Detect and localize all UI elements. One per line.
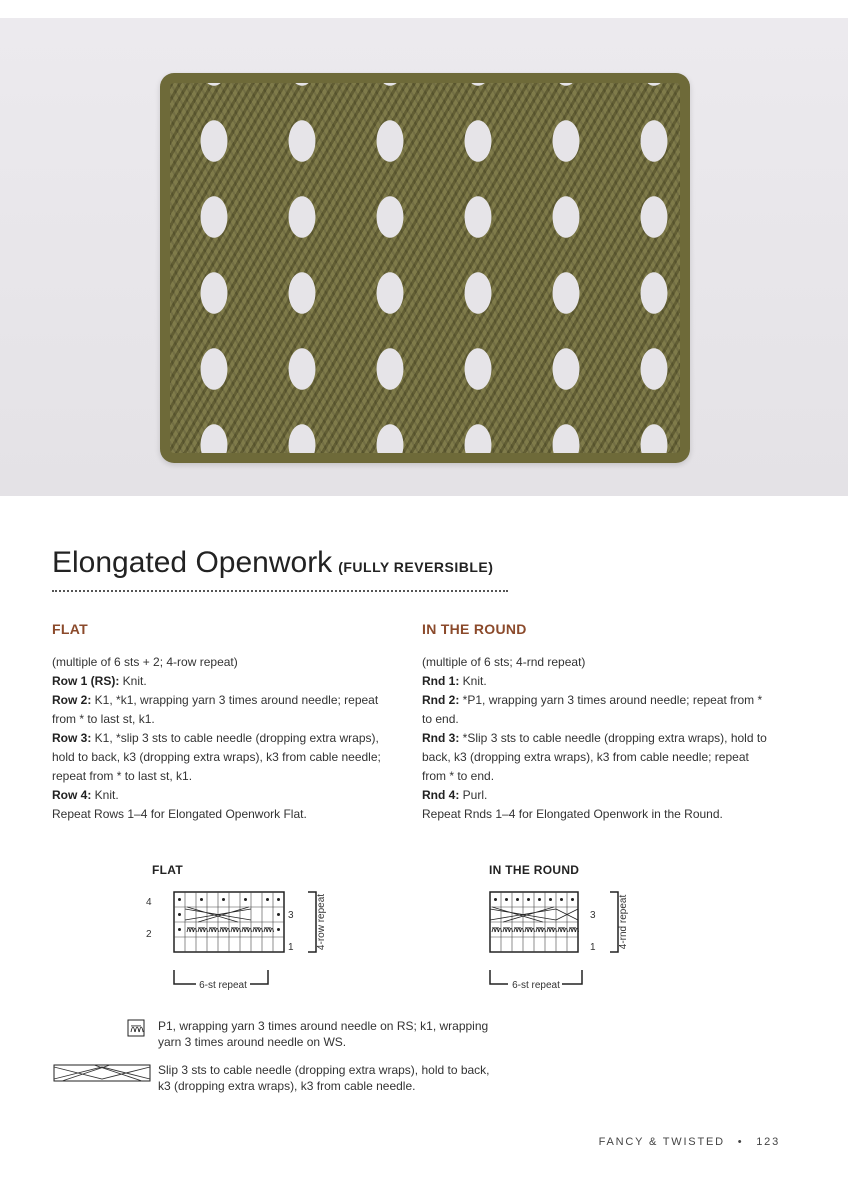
flat-row: Row 1 (RS): Knit. [52, 674, 147, 688]
flat-chart-grid [174, 892, 284, 952]
round-row: Rnd 4: Purl. [422, 788, 488, 802]
round-multiple: (multiple of 6 sts; 4-rnd repeat) [422, 655, 586, 669]
wrap-icon [52, 1018, 162, 1038]
legend-cable-text: Slip 3 sts to cable needle (dropping extra wraps), hold to back, k3 (dropping extra wraps), k3 from cable needle. [158, 1063, 490, 1093]
page-title [52, 546, 493, 580]
round-row: Rnd 2: *P1, wrapping yarn 3 times around needle; repeat from * to end. [422, 693, 763, 726]
flat-row-num-1: 1 [288, 942, 294, 953]
flat-chart [140, 888, 340, 998]
flat-chart-title: FLAT [152, 863, 183, 877]
round-row-repeat-label: 4-rnd repeat [618, 894, 629, 950]
round-row: Rnd 1: Knit. [422, 674, 487, 688]
round-instructions [422, 620, 767, 824]
dotted-divider [52, 590, 508, 592]
flat-instructions [52, 620, 397, 824]
flat-repeat-bracket [308, 892, 316, 952]
swatch-photo [0, 18, 848, 496]
legend-wrap-text: P1, wrapping yarn 3 times around needle on RS; k1, wrapping yarn 3 times around needle on WS. [158, 1019, 489, 1049]
flat-multiple: (multiple of 6 sts + 2; 4-row repeat) [52, 655, 238, 669]
flat-row: Row 2: K1, *k1, wrapping yarn 3 times around needle; repeat from * to last st, k1. [52, 693, 379, 726]
round-row-num-3: 3 [590, 910, 596, 921]
knitted-swatch-image [160, 73, 690, 463]
legend-item-wrap [52, 1018, 512, 1058]
legend-item-cable [52, 1062, 512, 1102]
round-repeat-note: Repeat Rnds 1–4 for Elongated Openwork in the Round. [422, 807, 723, 821]
flat-width-label: 6-st repeat [199, 980, 247, 991]
flat-row-repeat-label: 4-row repeat [316, 893, 327, 951]
pattern-title: Elongated Openwork [52, 546, 333, 579]
flat-row-num-2: 2 [146, 929, 152, 940]
flat-row-num-4: 4 [146, 897, 152, 908]
round-heading: IN THE ROUND [422, 621, 527, 637]
flat-heading: FLAT [52, 621, 88, 637]
round-row: Rnd 3: *Slip 3 sts to cable needle (dropping extra wraps), hold to back, k3 (dropping extra wraps), k3 from cable needle; repeat from * to end. [422, 731, 767, 783]
cable-icon [52, 1062, 162, 1084]
flat-repeat-note: Repeat Rows 1–4 for Elongated Openwork Flat. [52, 807, 307, 821]
round-width-label: 6-st repeat [512, 980, 560, 991]
page-number: 123 [756, 1136, 780, 1148]
round-row-num-1: 1 [590, 942, 596, 953]
flat-row-num-3: 3 [288, 910, 294, 921]
round-chart [486, 888, 666, 998]
page-footer [599, 1136, 780, 1148]
round-repeat-bracket [610, 892, 618, 952]
footer-separator: • [737, 1136, 744, 1148]
round-chart-title: IN THE ROUND [489, 863, 580, 877]
round-chart-grid [490, 892, 579, 952]
pattern-subtitle: (FULLY REVERSIBLE) [338, 559, 494, 575]
flat-row: Row 4: Knit. [52, 788, 119, 802]
flat-row: Row 3: K1, *slip 3 sts to cable needle (dropping extra wraps), hold to back, k3 (dropping extra wraps), k3 from cable needle; repeat from * to last st, k1. [52, 731, 381, 783]
footer-section: FANCY & TWISTED [598, 1136, 725, 1148]
